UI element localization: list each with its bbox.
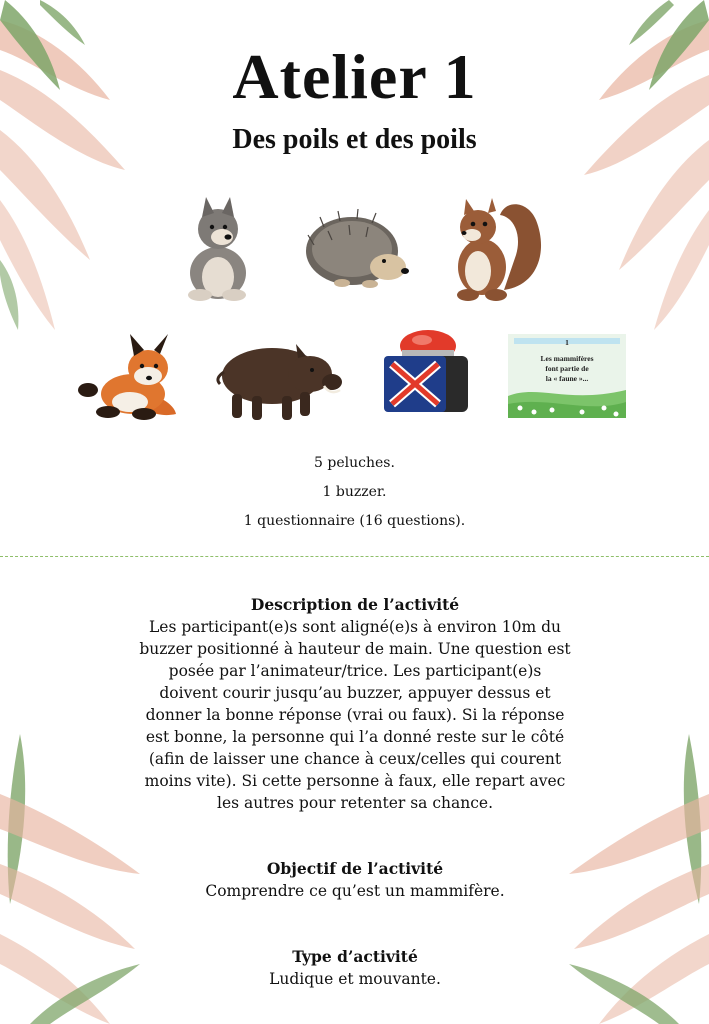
boar-plush-image (218, 344, 342, 420)
material-buzzer-count: 1 buzzer. (322, 484, 387, 500)
objective-text: Comprendre ce qu’est un mammifère. (205, 882, 505, 900)
question-card-line-1: Les mammifères (540, 354, 594, 363)
question-card-number: 1 (565, 338, 569, 347)
material-plush-count: 5 peluches. (314, 455, 395, 471)
leaf-decoration-bottom-right (559, 734, 709, 1024)
question-card-line-2: font partie de (545, 364, 589, 373)
question-card-image (508, 334, 626, 418)
description-line: est bonne, la personne qui l’a donné reste sur le côté (145, 728, 565, 746)
section-divider (0, 556, 709, 557)
wolf-plush-image (178, 195, 258, 303)
hedgehog-plush-image (306, 209, 409, 288)
description-line: Les participant(e)s sont aligné(e)s à environ 10m du (148, 618, 561, 636)
activity-type-section (135, 946, 575, 990)
squirrel-plush-image (457, 198, 541, 301)
leaf-decoration-bottom-left (0, 734, 150, 1024)
page-subtitle: Des poils et des poils (232, 124, 477, 155)
description-section (135, 594, 575, 814)
activity-type-heading: Type d’activité (292, 947, 418, 966)
objective-heading: Objectif de l’activité (266, 859, 444, 878)
description-heading: Description de l’activité (250, 595, 460, 614)
question-card-line-3: la « faune »... (545, 374, 589, 383)
objective-section (135, 858, 575, 902)
description-line: buzzer positionné à hauteur de main. Une question est (139, 640, 571, 658)
description-line: les autres pour retenter sa chance. (217, 794, 493, 812)
buzzer-image (384, 330, 468, 412)
activity-type-text: Ludique et mouvante. (269, 970, 441, 988)
description-line: posée par l’animateur/trice. Les participant(e)s (168, 662, 542, 680)
page-title: Atelier 1 (232, 41, 477, 112)
fox-plush-image (78, 334, 176, 420)
material-questionnaire: 1 questionnaire (16 questions). (243, 513, 466, 529)
description-line: doivent courir jusqu’au buzzer, appuyer dessus et (159, 684, 551, 702)
description-line: (afin de laisser une chance à ceux/celles qui courent (148, 750, 562, 768)
description-line: donner la bonne réponse (vrai ou faux). Si la réponse (145, 706, 565, 724)
description-line: moins vite). Si cette personne à faux, elle repart avec (144, 772, 566, 790)
